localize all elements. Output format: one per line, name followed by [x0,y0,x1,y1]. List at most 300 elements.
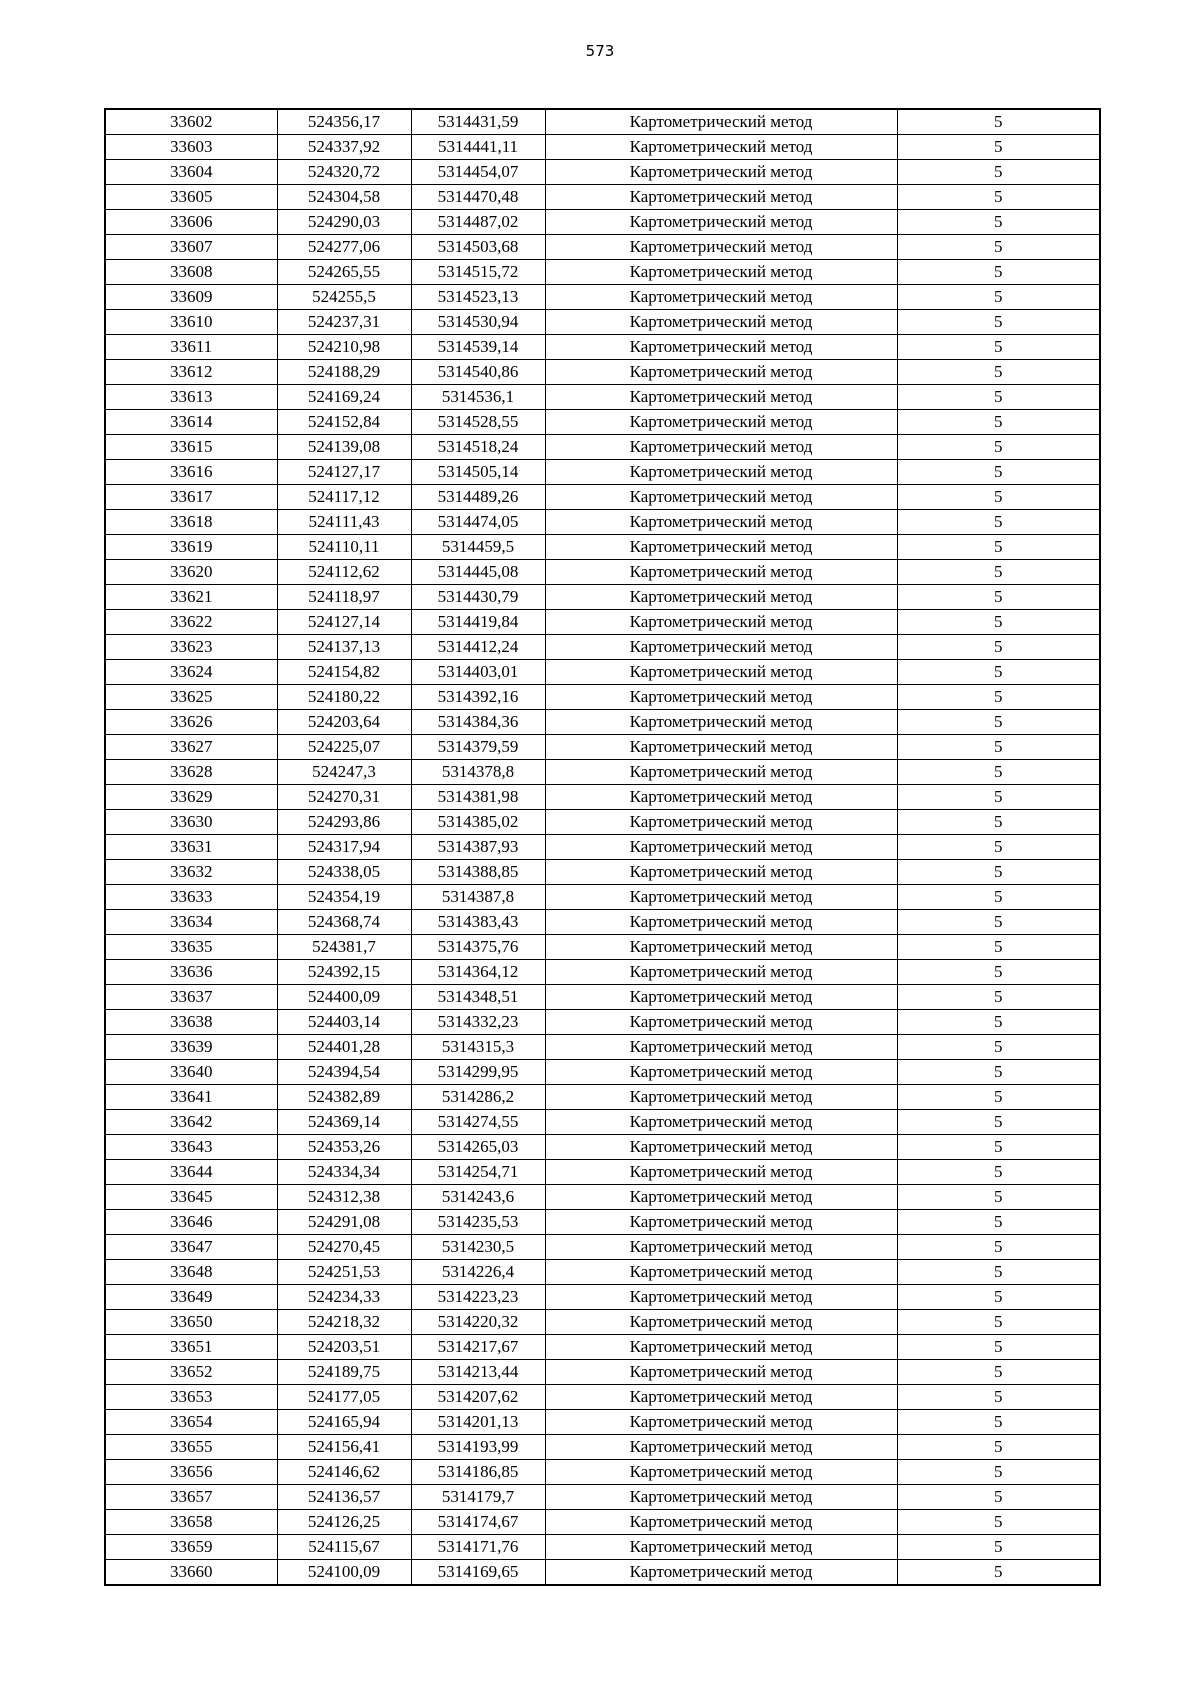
method-cell: Картометрический метод [545,560,897,585]
x-coordinate-cell: 524381,7 [277,935,411,960]
table-row [105,1335,1100,1360]
accuracy-cell: 5 [897,835,1100,860]
x-coordinate-cell: 524251,53 [277,1260,411,1285]
method-cell: Картометрический метод [545,1535,897,1560]
method-cell: Картометрический метод [545,260,897,285]
table-row [105,109,1100,135]
y-coordinate-cell: 5314530,94 [411,310,545,335]
y-coordinate-cell: 5314403,01 [411,660,545,685]
x-coordinate-cell: 524317,94 [277,835,411,860]
x-coordinate-cell: 524126,25 [277,1510,411,1535]
accuracy-cell: 5 [897,285,1100,310]
accuracy-cell: 5 [897,660,1100,685]
x-coordinate-cell: 524111,43 [277,510,411,535]
y-coordinate-cell: 5314315,3 [411,1035,545,1060]
accuracy-cell: 5 [897,460,1100,485]
x-coordinate-cell: 524188,29 [277,360,411,385]
x-coordinate-cell: 524354,19 [277,885,411,910]
x-coordinate-cell: 524118,97 [277,585,411,610]
y-coordinate-cell: 5314378,8 [411,760,545,785]
method-cell: Картометрический метод [545,1135,897,1160]
table-row [105,760,1100,785]
x-coordinate-cell: 524255,5 [277,285,411,310]
x-coordinate-cell: 524210,98 [277,335,411,360]
method-cell: Картометрический метод [545,785,897,810]
point-number-cell: 33603 [105,135,277,160]
y-coordinate-cell: 5314223,23 [411,1285,545,1310]
method-cell: Картометрический метод [545,710,897,735]
x-coordinate-cell: 524304,58 [277,185,411,210]
table-row [105,1385,1100,1410]
table-row [105,235,1100,260]
method-cell: Картометрический метод [545,360,897,385]
coordinates-table [104,108,1101,1586]
method-cell: Картометрический метод [545,1185,897,1210]
method-cell: Картометрический метод [545,1560,897,1586]
x-coordinate-cell: 524139,08 [277,435,411,460]
point-number-cell: 33640 [105,1060,277,1085]
accuracy-cell: 5 [897,510,1100,535]
point-number-cell: 33616 [105,460,277,485]
y-coordinate-cell: 5314384,36 [411,710,545,735]
y-coordinate-cell: 5314274,55 [411,1110,545,1135]
point-number-cell: 33645 [105,1185,277,1210]
point-number-cell: 33627 [105,735,277,760]
y-coordinate-cell: 5314489,26 [411,485,545,510]
point-number-cell: 33654 [105,1410,277,1435]
table-row [105,1135,1100,1160]
accuracy-cell: 5 [897,310,1100,335]
table-row [105,1210,1100,1235]
table-row [105,1535,1100,1560]
point-number-cell: 33604 [105,160,277,185]
method-cell: Картометрический метод [545,685,897,710]
table-row [105,160,1100,185]
table-row [105,1435,1100,1460]
method-cell: Картометрический метод [545,510,897,535]
point-number-cell: 33611 [105,335,277,360]
method-cell: Картометрический метод [545,185,897,210]
x-coordinate-cell: 524165,94 [277,1410,411,1435]
y-coordinate-cell: 5314220,32 [411,1310,545,1335]
y-coordinate-cell: 5314419,84 [411,610,545,635]
y-coordinate-cell: 5314179,7 [411,1485,545,1510]
accuracy-cell: 5 [897,109,1100,135]
y-coordinate-cell: 5314235,53 [411,1210,545,1235]
method-cell: Картометрический метод [545,1460,897,1485]
point-number-cell: 33653 [105,1385,277,1410]
point-number-cell: 33605 [105,185,277,210]
accuracy-cell: 5 [897,1460,1100,1485]
table-row [105,460,1100,485]
method-cell: Картометрический метод [545,1210,897,1235]
y-coordinate-cell: 5314518,24 [411,435,545,460]
table-row [105,985,1100,1010]
point-number-cell: 33635 [105,935,277,960]
y-coordinate-cell: 5314226,4 [411,1260,545,1285]
y-coordinate-cell: 5314381,98 [411,785,545,810]
table-row [105,1510,1100,1535]
point-number-cell: 33602 [105,109,277,135]
y-coordinate-cell: 5314217,67 [411,1335,545,1360]
point-number-cell: 33612 [105,360,277,385]
method-cell: Картометрический метод [545,460,897,485]
y-coordinate-cell: 5314169,65 [411,1560,545,1586]
x-coordinate-cell: 524290,03 [277,210,411,235]
accuracy-cell: 5 [897,335,1100,360]
y-coordinate-cell: 5314286,2 [411,1085,545,1110]
accuracy-cell: 5 [897,1560,1100,1586]
table-row [105,1560,1100,1586]
accuracy-cell: 5 [897,1410,1100,1435]
accuracy-cell: 5 [897,1335,1100,1360]
point-number-cell: 33651 [105,1335,277,1360]
method-cell: Картометрический метод [545,735,897,760]
point-number-cell: 33639 [105,1035,277,1060]
method-cell: Картометрический метод [545,1285,897,1310]
table-row [105,610,1100,635]
table-row [105,1310,1100,1335]
point-number-cell: 33633 [105,885,277,910]
accuracy-cell: 5 [897,1285,1100,1310]
point-number-cell: 33609 [105,285,277,310]
x-coordinate-cell: 524234,33 [277,1285,411,1310]
x-coordinate-cell: 524337,92 [277,135,411,160]
accuracy-cell: 5 [897,635,1100,660]
table-row [105,910,1100,935]
y-coordinate-cell: 5314299,95 [411,1060,545,1085]
table-row [105,210,1100,235]
x-coordinate-cell: 524369,14 [277,1110,411,1135]
y-coordinate-cell: 5314459,5 [411,535,545,560]
table-row [105,860,1100,885]
table-row [105,810,1100,835]
y-coordinate-cell: 5314430,79 [411,585,545,610]
method-cell: Картометрический метод [545,1235,897,1260]
accuracy-cell: 5 [897,385,1100,410]
method-cell: Картометрический метод [545,210,897,235]
x-coordinate-cell: 524152,84 [277,410,411,435]
accuracy-cell: 5 [897,1060,1100,1085]
method-cell: Картометрический метод [545,1310,897,1335]
table-row [105,735,1100,760]
y-coordinate-cell: 5314515,72 [411,260,545,285]
table-row [105,635,1100,660]
accuracy-cell: 5 [897,760,1100,785]
point-number-cell: 33615 [105,435,277,460]
accuracy-cell: 5 [897,1260,1100,1285]
accuracy-cell: 5 [897,185,1100,210]
x-coordinate-cell: 524169,24 [277,385,411,410]
y-coordinate-cell: 5314186,85 [411,1460,545,1485]
table-row [105,335,1100,360]
point-number-cell: 33630 [105,810,277,835]
point-number-cell: 33619 [105,535,277,560]
method-cell: Картометрический метод [545,485,897,510]
y-coordinate-cell: 5314379,59 [411,735,545,760]
table-row [105,285,1100,310]
y-coordinate-cell: 5314375,76 [411,935,545,960]
accuracy-cell: 5 [897,1010,1100,1035]
x-coordinate-cell: 524237,31 [277,310,411,335]
table-row [105,1160,1100,1185]
x-coordinate-cell: 524203,51 [277,1335,411,1360]
point-number-cell: 33658 [105,1510,277,1535]
accuracy-cell: 5 [897,1110,1100,1135]
y-coordinate-cell: 5314254,71 [411,1160,545,1185]
point-number-cell: 33646 [105,1210,277,1235]
point-number-cell: 33642 [105,1110,277,1135]
point-number-cell: 33650 [105,1310,277,1335]
method-cell: Картометрический метод [545,960,897,985]
table-row [105,485,1100,510]
method-cell: Картометрический метод [545,109,897,135]
x-coordinate-cell: 524136,57 [277,1485,411,1510]
point-number-cell: 33623 [105,635,277,660]
method-cell: Картометрический метод [545,410,897,435]
x-coordinate-cell: 524394,54 [277,1060,411,1085]
accuracy-cell: 5 [897,785,1100,810]
table-row [105,1010,1100,1035]
point-number-cell: 33638 [105,1010,277,1035]
method-cell: Картометрический метод [545,335,897,360]
table-row [105,785,1100,810]
y-coordinate-cell: 5314213,44 [411,1360,545,1385]
page-number: 573 [585,42,615,60]
accuracy-cell: 5 [897,410,1100,435]
point-number-cell: 33644 [105,1160,277,1185]
accuracy-cell: 5 [897,1210,1100,1235]
table-row [105,1035,1100,1060]
accuracy-cell: 5 [897,860,1100,885]
method-cell: Картометрический метод [545,135,897,160]
point-number-cell: 33647 [105,1235,277,1260]
point-number-cell: 33656 [105,1460,277,1485]
y-coordinate-cell: 5314487,02 [411,210,545,235]
x-coordinate-cell: 524270,31 [277,785,411,810]
y-coordinate-cell: 5314503,68 [411,235,545,260]
y-coordinate-cell: 5314383,43 [411,910,545,935]
x-coordinate-cell: 524293,86 [277,810,411,835]
table-row [105,585,1100,610]
x-coordinate-cell: 524312,38 [277,1185,411,1210]
table-row [105,1410,1100,1435]
y-coordinate-cell: 5314387,8 [411,885,545,910]
point-number-cell: 33629 [105,785,277,810]
y-coordinate-cell: 5314431,59 [411,109,545,135]
x-coordinate-cell: 524177,05 [277,1385,411,1410]
table-body [105,109,1100,1585]
x-coordinate-cell: 524291,08 [277,1210,411,1235]
point-number-cell: 33657 [105,1485,277,1510]
y-coordinate-cell: 5314243,6 [411,1185,545,1210]
x-coordinate-cell: 524127,17 [277,460,411,485]
point-number-cell: 33659 [105,1535,277,1560]
x-coordinate-cell: 524356,17 [277,109,411,135]
method-cell: Картометрический метод [545,1510,897,1535]
y-coordinate-cell: 5314385,02 [411,810,545,835]
accuracy-cell: 5 [897,135,1100,160]
y-coordinate-cell: 5314539,14 [411,335,545,360]
accuracy-cell: 5 [897,485,1100,510]
table-row [105,510,1100,535]
point-number-cell: 33622 [105,610,277,635]
y-coordinate-cell: 5314387,93 [411,835,545,860]
table-row [105,885,1100,910]
x-coordinate-cell: 524403,14 [277,1010,411,1035]
y-coordinate-cell: 5314364,12 [411,960,545,985]
y-coordinate-cell: 5314230,5 [411,1235,545,1260]
x-coordinate-cell: 524127,14 [277,610,411,635]
accuracy-cell: 5 [897,960,1100,985]
method-cell: Картометрический метод [545,385,897,410]
x-coordinate-cell: 524110,11 [277,535,411,560]
y-coordinate-cell: 5314445,08 [411,560,545,585]
x-coordinate-cell: 524382,89 [277,1085,411,1110]
table-row [105,135,1100,160]
point-number-cell: 33649 [105,1285,277,1310]
table-row [105,835,1100,860]
accuracy-cell: 5 [897,710,1100,735]
x-coordinate-cell: 524265,55 [277,260,411,285]
x-coordinate-cell: 524270,45 [277,1235,411,1260]
y-coordinate-cell: 5314441,11 [411,135,545,160]
method-cell: Картометрический метод [545,835,897,860]
accuracy-cell: 5 [897,1185,1100,1210]
x-coordinate-cell: 524334,34 [277,1160,411,1185]
accuracy-cell: 5 [897,1360,1100,1385]
point-number-cell: 33624 [105,660,277,685]
x-coordinate-cell: 524115,67 [277,1535,411,1560]
table-row [105,1060,1100,1085]
point-number-cell: 33631 [105,835,277,860]
table-row [105,1285,1100,1310]
accuracy-cell: 5 [897,810,1100,835]
x-coordinate-cell: 524320,72 [277,160,411,185]
x-coordinate-cell: 524146,62 [277,1460,411,1485]
accuracy-cell: 5 [897,1435,1100,1460]
accuracy-cell: 5 [897,585,1100,610]
point-number-cell: 33618 [105,510,277,535]
accuracy-cell: 5 [897,985,1100,1010]
accuracy-cell: 5 [897,1485,1100,1510]
x-coordinate-cell: 524277,06 [277,235,411,260]
accuracy-cell: 5 [897,1385,1100,1410]
point-number-cell: 33655 [105,1435,277,1460]
x-coordinate-cell: 524218,32 [277,1310,411,1335]
y-coordinate-cell: 5314454,07 [411,160,545,185]
y-coordinate-cell: 5314536,1 [411,385,545,410]
method-cell: Картометрический метод [545,1010,897,1035]
x-coordinate-cell: 524100,09 [277,1560,411,1586]
table-row [105,1460,1100,1485]
table-row [105,360,1100,385]
table-row [105,385,1100,410]
x-coordinate-cell: 524401,28 [277,1035,411,1060]
method-cell: Картометрический метод [545,1360,897,1385]
point-number-cell: 33610 [105,310,277,335]
method-cell: Картометрический метод [545,885,897,910]
accuracy-cell: 5 [897,685,1100,710]
y-coordinate-cell: 5314171,76 [411,1535,545,1560]
method-cell: Картометрический метод [545,935,897,960]
accuracy-cell: 5 [897,1160,1100,1185]
y-coordinate-cell: 5314505,14 [411,460,545,485]
method-cell: Картометрический метод [545,810,897,835]
x-coordinate-cell: 524189,75 [277,1360,411,1385]
table-row [105,435,1100,460]
method-cell: Картометрический метод [545,1335,897,1360]
method-cell: Картометрический метод [545,1435,897,1460]
method-cell: Картометрический метод [545,610,897,635]
x-coordinate-cell: 524247,3 [277,760,411,785]
point-number-cell: 33606 [105,210,277,235]
accuracy-cell: 5 [897,560,1100,585]
y-coordinate-cell: 5314348,51 [411,985,545,1010]
method-cell: Картометрический метод [545,910,897,935]
method-cell: Картометрический метод [545,1060,897,1085]
accuracy-cell: 5 [897,535,1100,560]
method-cell: Картометрический метод [545,535,897,560]
method-cell: Картометрический метод [545,1035,897,1060]
method-cell: Картометрический метод [545,1260,897,1285]
method-cell: Картометрический метод [545,1410,897,1435]
accuracy-cell: 5 [897,1535,1100,1560]
point-number-cell: 33643 [105,1135,277,1160]
table-row [105,185,1100,210]
point-number-cell: 33617 [105,485,277,510]
table-row [105,535,1100,560]
point-number-cell: 33625 [105,685,277,710]
point-number-cell: 33608 [105,260,277,285]
y-coordinate-cell: 5314174,67 [411,1510,545,1535]
table-row [105,935,1100,960]
accuracy-cell: 5 [897,260,1100,285]
method-cell: Картометрический метод [545,1110,897,1135]
point-number-cell: 33614 [105,410,277,435]
table-row [105,1260,1100,1285]
point-number-cell: 33634 [105,910,277,935]
x-coordinate-cell: 524225,07 [277,735,411,760]
y-coordinate-cell: 5314265,03 [411,1135,545,1160]
x-coordinate-cell: 524368,74 [277,910,411,935]
x-coordinate-cell: 524137,13 [277,635,411,660]
accuracy-cell: 5 [897,235,1100,260]
method-cell: Картометрический метод [545,235,897,260]
x-coordinate-cell: 524154,82 [277,660,411,685]
method-cell: Картометрический метод [545,285,897,310]
y-coordinate-cell: 5314474,05 [411,510,545,535]
y-coordinate-cell: 5314540,86 [411,360,545,385]
y-coordinate-cell: 5314392,16 [411,685,545,710]
y-coordinate-cell: 5314523,13 [411,285,545,310]
table-row [105,660,1100,685]
method-cell: Картометрический метод [545,860,897,885]
x-coordinate-cell: 524353,26 [277,1135,411,1160]
accuracy-cell: 5 [897,1085,1100,1110]
table-row [105,685,1100,710]
point-number-cell: 33607 [105,235,277,260]
accuracy-cell: 5 [897,1510,1100,1535]
point-number-cell: 33648 [105,1260,277,1285]
accuracy-cell: 5 [897,160,1100,185]
method-cell: Картометрический метод [545,660,897,685]
accuracy-cell: 5 [897,885,1100,910]
table-row [105,710,1100,735]
table-row [105,1085,1100,1110]
y-coordinate-cell: 5314388,85 [411,860,545,885]
method-cell: Картометрический метод [545,985,897,1010]
